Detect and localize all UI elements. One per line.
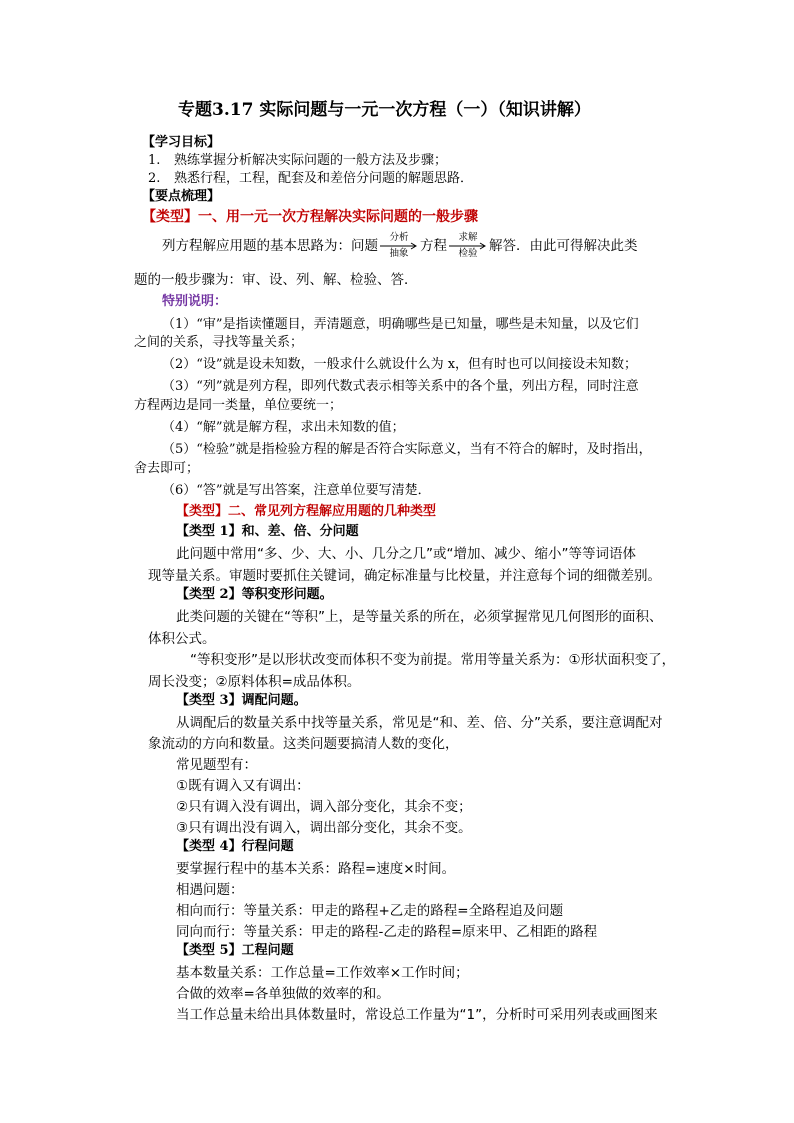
type-3-line: 从调配后的数量关系中找等量关系，常见是“和、差、倍、分”关系，要注意调配对 (176, 715, 663, 731)
arrow-bottom-label: 抽象 (389, 248, 409, 259)
flow-line-2: 题的一般步骤为：审、设、列、解、检验、答． (134, 272, 418, 288)
objectives-header: 【学习目标】 (142, 135, 221, 150)
type-1-header: 【类型 1】和、差、倍、分问题 (176, 524, 359, 539)
type-3-line: 象流动的方向和数量。这类问题要搞清人数的变化， (148, 736, 459, 752)
type-4-line: 同向而行：等量关系：甲走的路程-乙走的路程=原来甲、乙相距的路程 (176, 924, 598, 940)
objective-item-1 (148, 152, 447, 170)
arrow-top-label: 分析 (389, 232, 409, 243)
note-line: （4）“解”就是解方程，求出未知数的值； (162, 420, 405, 435)
type-4-line: 要掌握行程中的基本关系：路程=速度×时间。 (176, 861, 456, 877)
note-header: 特别说明： (162, 294, 228, 309)
type-1-line: 现等量关系。审题时要抓住关键词，确定标准量与比校量，并注意每个词的细微差别。 (148, 568, 661, 584)
type-5-line: 基本数量关系：工作总量=工作效率×工作时间； (176, 965, 469, 981)
review-header: 【要点梳理】 (142, 189, 221, 204)
type-4-line: 相遇问题： (176, 882, 244, 898)
objective-num: 1. (148, 153, 161, 168)
type-5-line: 当工作总量未给出具体数量时，常设总工作量为“1”，分析时可采用列表或画图来 (176, 1007, 658, 1023)
objective-text: 熟悉行程，工程，配套及和差倍分问题的解题思路． (174, 171, 474, 186)
type-3-line: 常见题型有： (176, 757, 257, 773)
type-3-line: ①既有调入又有调出： (176, 778, 310, 794)
note-line: （1）“审”是指读懂题目，弄清题意，明确哪些是已知量，哪些是未知量，以及它们 (162, 317, 639, 332)
flow-prefix: 列方程解应用题的基本思路为：问题 (162, 238, 378, 254)
type-5-line: 合做的效率=各单独做的效率的和。 (176, 986, 390, 1002)
type-2-line: 周长没变；②原料体积=成品体积。 (148, 674, 361, 690)
type-4-header: 【类型 4】行程问题 (176, 839, 294, 854)
type-3-line: ③只有调出没有调入，调出部分变化，其余不变。 (176, 820, 472, 836)
objective-text: 熟练掌握分析解决实际问题的一般方法及步骤； (174, 153, 448, 168)
note-line: 舍去即可； (134, 461, 200, 476)
arrow-bottom-label: 检验 (458, 248, 478, 259)
type-1-line: 此问题中常用“多、少、大、小、几分之几”或“增加、减少、缩小”等等词语体 (176, 546, 636, 562)
solving-flow-line (162, 232, 638, 259)
type-2-line: 此类问题的关键在“等积”上，是等量关系的所在，必须掌握常见几何图形的面积、 (176, 609, 663, 625)
note-line: （6）“答”就是写出答案，注意单位要写清楚． (162, 483, 431, 498)
flow-mid: 方程 (420, 238, 447, 254)
type-2-line: 体积公式。 (148, 631, 216, 647)
type-5-header: 【类型 5】工程问题 (176, 943, 294, 958)
note-line: 之间的关系，寻找等量关系； (134, 335, 304, 350)
section-1-header: 【类型】一、用一元一次方程解决实际问题的一般步骤 (142, 209, 478, 225)
type-3-line: ②只有调入没有调出，调入部分变化，其余不变； (176, 799, 472, 815)
objective-item-2 (148, 170, 473, 188)
type-4-line: 相向而行：等量关系：甲走的路程+乙走的路程=全路程追及问题 (176, 903, 564, 919)
note-line: 方程两边是同一类量，单位要统一； (134, 398, 343, 413)
type-2-header: 【类型 2】等积变形问题。 (176, 587, 333, 602)
page-title: 专题3.17 实际问题与一元一次方程（一）（知识讲解） (178, 100, 591, 120)
flow-suffix: 解答．由此可得解决此类 (489, 238, 638, 254)
arrow-top-label: 求解 (458, 232, 478, 243)
note-line: （2）“设”就是设未知数，一般求什么就设什么为 x，但有时也可以间接设未知数； (162, 357, 638, 372)
arrow-solve-check (448, 232, 488, 259)
type-3-header: 【类型 3】调配问题。 (176, 693, 307, 708)
section-2-header: 【类型】二、常见列方程解应用题的几种类型 (176, 504, 437, 519)
objective-num: 2. (148, 171, 161, 186)
arrow-analyze-abstract (379, 232, 419, 259)
note-line: （5）“检验”就是指检验方程的解是否符合实际意义，当有不符合的解时，及时指出， (162, 442, 652, 457)
type-2-line: “等积变形”是以形状改变而体积不变为前提。常用等量关系为：①形状面积变了， (190, 652, 676, 668)
note-line: （3）“列”就是列方程，即列代数式表示相等关系中的各个量，列出方程，同时注意 (162, 379, 639, 394)
